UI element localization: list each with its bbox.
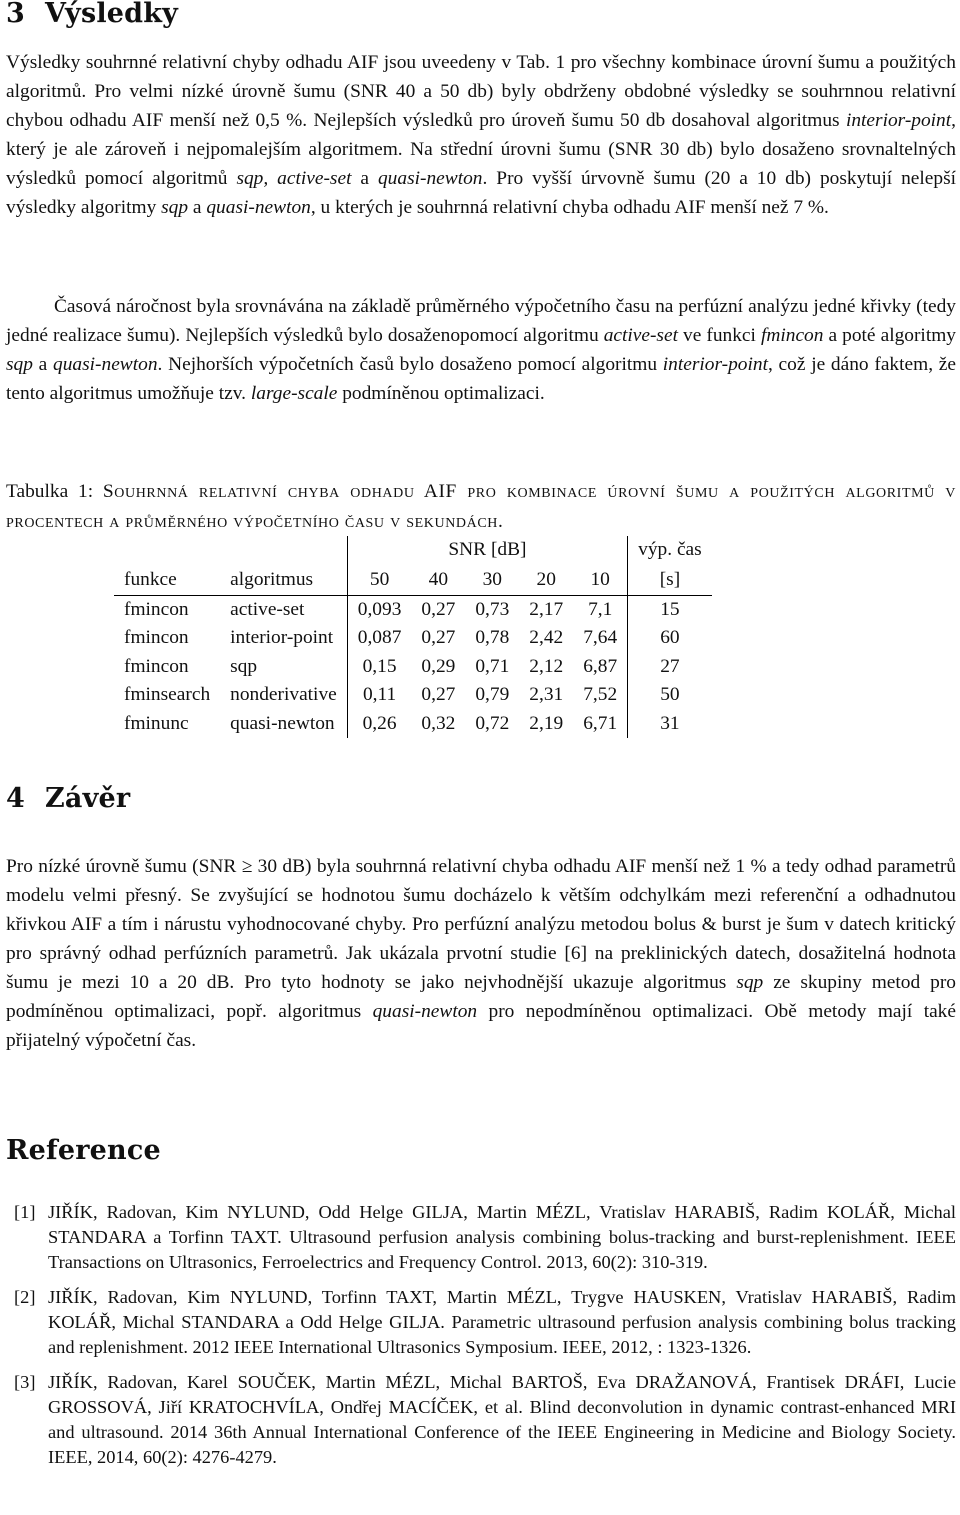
cell-algoritmus: nonderivative xyxy=(220,681,347,710)
column-header-time: [s] xyxy=(628,565,712,596)
algorithm-name: quasi-newton xyxy=(53,354,158,375)
cell-funkce: fminunc xyxy=(124,712,189,734)
cell-time: 50 xyxy=(660,684,680,706)
snr-group-header: SNR [dB] xyxy=(347,536,627,565)
text-run: . Pro vyšší úrvovně šumu (20 a 10 db) poskytují nelepší výsledky algoritmy xyxy=(6,168,957,218)
cell-error-value: 0,087 xyxy=(357,627,402,649)
algorithm-name: sqp xyxy=(736,972,764,993)
algorithm-name: sqp xyxy=(6,354,33,375)
cell-error-value: 2,42 xyxy=(529,627,564,649)
section-title: Závěr xyxy=(45,783,131,814)
algorithm-name: interior-point xyxy=(662,354,768,375)
section-4-heading xyxy=(6,783,130,814)
reference-item xyxy=(6,1370,956,1470)
text-run: podmíněnou optimalizaci. xyxy=(337,383,545,404)
algorithm-name: interior-point xyxy=(845,110,952,131)
cell-error-value: 0,27 xyxy=(421,684,456,706)
term: large-scale xyxy=(250,383,338,404)
empty-cell xyxy=(220,536,347,565)
table-header-row-2 xyxy=(114,565,712,596)
column-header-algoritmus: algoritmus xyxy=(220,565,347,596)
text-run: , který je ale zároveň i nejpomalejším algoritmem. Na střední úrovni šumu (SNR 30 db) bylo dosaženo srovnaltelných výsledků pomocí algoritmů xyxy=(6,110,956,189)
text-run: a xyxy=(188,197,207,218)
text-run: Výsledky souhrnné relativní chyby odhadu AIF jsou uveedeny v Tab. 1 pro všechny kombinace úrovní šumu a použitých algoritmů. Pro velmi nízké úrovně šumu (SNR 40 a 50 db) byly obdrženy obdobné výsledky se souhrnnou relativní chybou odhadu AIF menší než 0,5 %. Nejlepších výsledků pro úroveň šumu 50 db dosahoval algoritmus xyxy=(6,52,956,131)
reference-text: JIŘÍK, Radovan, Kim NYLUND, Torfinn TAXT, Martin MÉZL, Trygve HAUSKEN, Vratislav HARABIŠ, Radim KOLÁŘ, Michal STANDARA a Odd Helge GILJA. Parametric ultrasound perfusion analysis combining bolus tracking and replenishment. 2012 IEEE International Ultrasonics Symposium. IEEE, 2012, : 1323-1326. xyxy=(48,1287,956,1357)
column-header-snr: 10 xyxy=(573,565,627,596)
cell-time: 60 xyxy=(660,627,680,649)
table-row xyxy=(114,653,712,682)
text-run: , což je dáno faktem, že tento algoritmus umožňuje tzv. xyxy=(6,354,957,404)
table-header-row-1 xyxy=(114,536,712,565)
text-run: a xyxy=(32,354,54,375)
text-run: Časová náročnost byla srovnávána na základě průměrného výpočetního času na perfúzní analýzu jedné křivky (tedy jedné realizace šumu). Nejlepších výsledků bylo dosaženopomocí algoritmu xyxy=(6,296,956,346)
algorithm-name: active-set xyxy=(603,325,678,346)
text-run: , u kterých je souhrnná relativní chyba odhadu AIF menší než 7 %. xyxy=(310,197,829,218)
table-row xyxy=(114,681,712,710)
reference-label: [3] xyxy=(14,1372,36,1392)
reference-list xyxy=(6,1200,956,1480)
cell-error-value: 7,64 xyxy=(573,624,627,653)
cell-error-value: 2,31 xyxy=(529,684,564,706)
reference-label: [2] xyxy=(14,1287,36,1307)
cell-funkce: fmincon xyxy=(124,627,189,649)
cell-error-value: 7,1 xyxy=(573,595,627,624)
cell-error-value: 2,12 xyxy=(529,655,564,677)
text-run: pro nepodmíněnou optimalizaci. Obě metody mají také přijatelný výpočetní čas. xyxy=(6,1001,956,1051)
table-row xyxy=(114,595,712,624)
cell-algoritmus: sqp xyxy=(220,653,347,682)
section-number: 3 xyxy=(6,0,25,29)
cell-error-value: 0,11 xyxy=(362,684,397,706)
cell-time: 31 xyxy=(660,712,680,734)
time-group-header: výp. čas xyxy=(638,539,702,561)
cell-error-value: 7,52 xyxy=(573,681,627,710)
column-header-funkce: funkce xyxy=(114,565,220,596)
reference-text: JIŘÍK, Radovan, Kim NYLUND, Odd Helge GILJA, Martin MÉZL, Vratislav HARABIŠ, Radim KOLÁŘ, Michal STANDARA a Torfinn TAXT. Ultrasound perfusion analysis combining bolus-tracking and burst-replenishment. IEEE Transactions on Ultrasonics, Ferroelectrics and Frequency Control. 2013, 60(2): 310-319. xyxy=(48,1202,956,1272)
results-paragraph-1 xyxy=(6,48,956,222)
cell-error-value: 0,27 xyxy=(421,598,456,620)
column-header-snr: 20 xyxy=(519,565,573,596)
cell-funkce: fmincon xyxy=(124,655,189,677)
algorithm-name: quasi-newton xyxy=(206,197,311,218)
section-number: 4 xyxy=(6,783,25,814)
cell-error-value: 0,79 xyxy=(475,684,510,706)
cell-error-value: 0,78 xyxy=(475,627,510,649)
cell-error-value: 0,72 xyxy=(475,712,510,734)
algorithm-name: sqp, active-set xyxy=(236,168,352,189)
cell-time: 27 xyxy=(660,655,680,677)
cell-error-value: 2,19 xyxy=(529,712,564,734)
table-row xyxy=(114,624,712,653)
cell-funkce: fminsearch xyxy=(124,684,211,706)
algorithm-name: sqp xyxy=(161,197,189,218)
section-title: Výsledky xyxy=(45,0,179,29)
references-heading: Reference xyxy=(6,1135,161,1166)
results-table xyxy=(114,536,712,738)
cell-error-value: 6,87 xyxy=(573,653,627,682)
column-header-snr: 50 xyxy=(347,565,411,596)
cell-error-value: 0,093 xyxy=(357,598,402,620)
algorithm-name: quasi-newton xyxy=(377,168,483,189)
cell-funkce: fmincon xyxy=(124,598,189,620)
algorithm-name: quasi-newton xyxy=(372,1001,478,1022)
cell-error-value: 0,29 xyxy=(421,655,456,677)
table-caption xyxy=(6,477,956,537)
caption-label: Tabulka 1: xyxy=(6,481,94,502)
function-name: fmincon xyxy=(760,325,824,346)
column-header-snr: 30 xyxy=(465,565,519,596)
cell-error-value: 2,17 xyxy=(529,598,564,620)
reference-text: JIŘÍK, Radovan, Karel SOUČEK, Martin MÉZL, Michal BARTOŠ, Eva DRAŽANOVÁ, Frantisek DRÁFI, Lucie GROSSOVÁ, Jiří KRATOCHVÍLA, Ondřej MACÍČEK, et al. Blind deconvolution in dynamic contrast-enhanced MRI and ultrasound. 2014 36th Annual International Conference of the IEEE Engineering in Medicine and Biology Society. IEEE, 2014, 60(2): 4276-4279. xyxy=(48,1372,956,1467)
cell-error-value: 0,15 xyxy=(362,655,397,677)
conclusion-paragraph xyxy=(6,852,956,1055)
text-run: a xyxy=(351,168,378,189)
empty-cell xyxy=(114,536,220,565)
caption-text: Souhrnná relativní chyba odhadu AIF pro kombinace úrovní šumu a použitých algoritmů v procentech a průměrného výpočetního času v sekundách. xyxy=(6,481,956,532)
cell-error-value: 0,32 xyxy=(421,712,456,734)
cell-algoritmus: quasi-newton xyxy=(220,710,347,739)
cell-error-value: 6,71 xyxy=(573,710,627,739)
table-row xyxy=(114,710,712,739)
text-run: ve funkci xyxy=(677,325,761,346)
cell-algoritmus: active-set xyxy=(220,595,347,624)
cell-error-value: 0,73 xyxy=(475,598,510,620)
text-run: ze skupiny metod pro podmíněnou optimalizaci, popř. algoritmus xyxy=(6,972,956,1022)
cell-error-value: 0,71 xyxy=(475,655,510,677)
text-run: Pro nízké úrovně šumu (SNR ≥ 30 dB) byla souhrnná relativní chyba odhadu AIF menší než 1 % a tedy odhad parametrů modelu velmi přesný. Se zvyšující se hodnotou šumu docházelo k větším odchylkám mezi referenční a odhadnutou křivkou AIF a tím i nárustu vyhodnocované chyby. Pro perfúzní analýzu metodou bolus & burst je šum v datech kritický pro správný odhad perfúzních parametrů. Jak ukázala prvotní studie [6] na preklinických datech, dosažitelná hodnota šumu je mezi 10 a 20 dB. Pro tyto hodnoty se jako nejvhodnější ukazuje algoritmus xyxy=(6,856,956,993)
section-3-heading xyxy=(6,0,178,29)
cell-algoritmus: interior-point xyxy=(220,624,347,653)
cell-error-value: 0,26 xyxy=(362,712,397,734)
reference-item xyxy=(6,1200,956,1275)
text-run: a poté algoritmy xyxy=(823,325,956,346)
text-run: . Nejhorších výpočetních časů bylo dosaženo pomocí algoritmu xyxy=(157,354,663,375)
cell-time: 15 xyxy=(660,598,680,620)
column-header-snr: 40 xyxy=(411,565,465,596)
results-paragraph-2 xyxy=(6,292,956,408)
reference-label: [1] xyxy=(14,1202,36,1222)
cell-error-value: 0,27 xyxy=(421,627,456,649)
reference-item xyxy=(6,1285,956,1360)
